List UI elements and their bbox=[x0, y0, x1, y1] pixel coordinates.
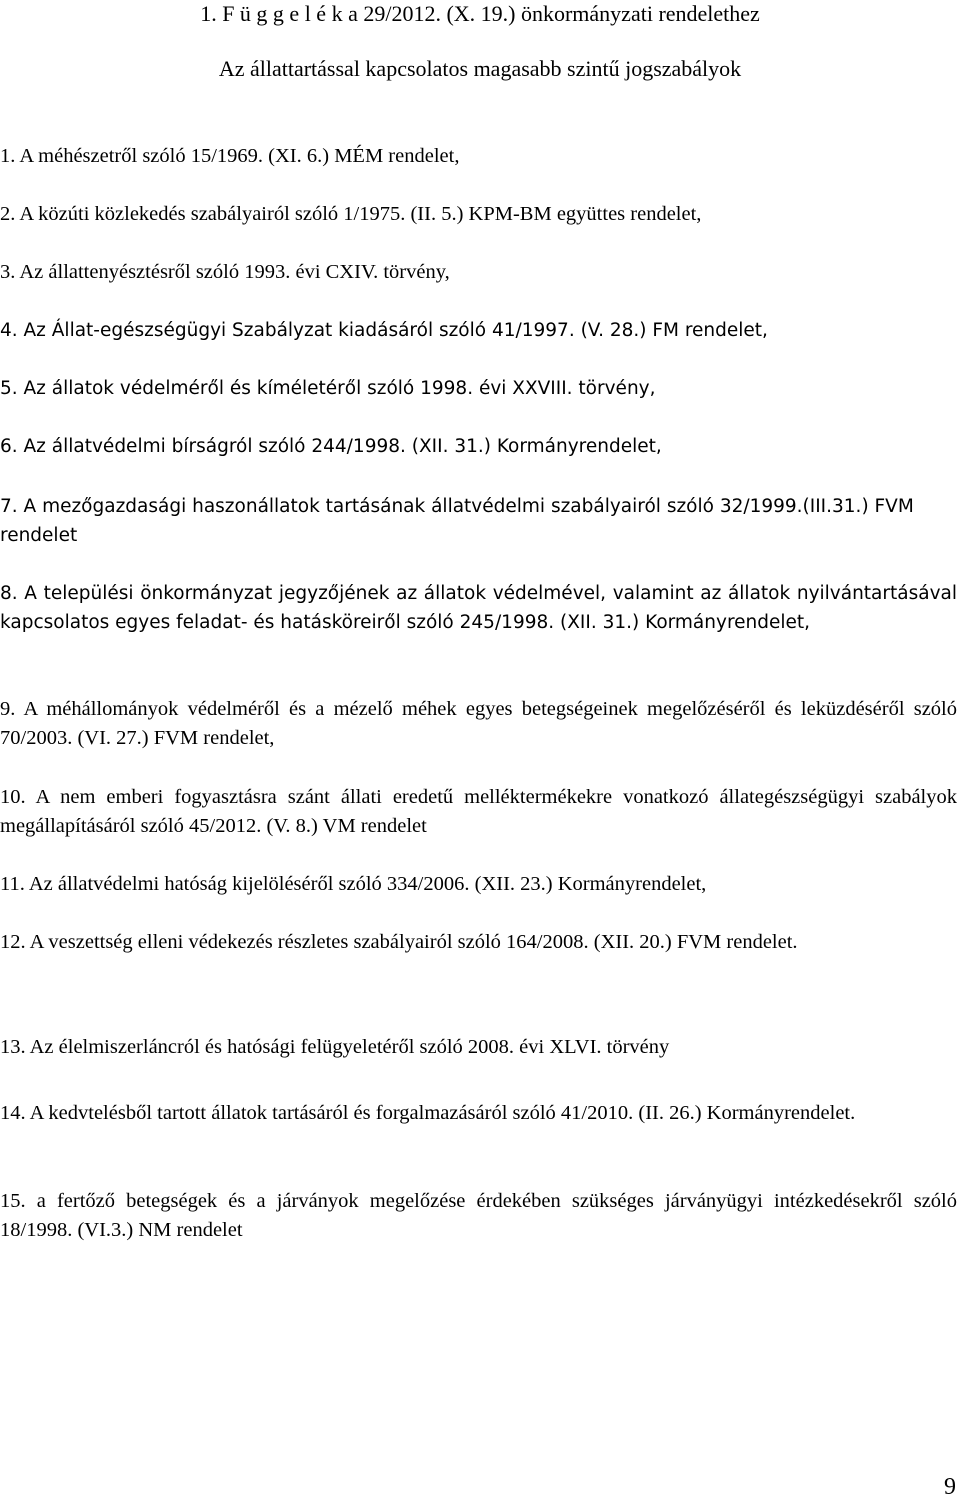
list-item-15: 15. a fertőző betegségek és a járványok megelőzése érdekében szükséges járványügyi intézkedésekről szóló 18/1998. (VI.3.) NM rendelet bbox=[0, 1190, 957, 1241]
page-number: 9 bbox=[944, 1474, 956, 1500]
list-item-10: 10. A nem emberi fogyasztásra szánt állati eredetű melléktermékekre vonatkozó állategészségügyi szabályok megállapításáról szóló 45/2012. (V. 8.) VM rendelet bbox=[0, 786, 957, 837]
list-item-11: 11. Az állatvédelmi hatóság kijelöléséről szóló 334/2006. (XII. 23.) Kormányrendelet, bbox=[0, 873, 707, 895]
list-item-1: 1. A méhészetről szóló 15/1969. (XI. 6.) MÉM rendelet, bbox=[0, 145, 460, 167]
list-item-9: 9. A méhállományok védelméről és a mézelő méhek egyes betegségeinek megelőzéséről és leküzdéséről szóló 70/2003. (VI. 27.) FVM rendelet, bbox=[0, 698, 957, 749]
document-subtitle: Az állattartással kapcsolatos magasabb szintű jogszabályok bbox=[218, 56, 742, 81]
list-item-7: 7. A mezőgazdasági haszonállatok tartásának állatvédelmi szabályairól szóló 32/1999.(III.31.) FVM rendelet bbox=[0, 496, 914, 546]
list-item-3: 3. Az állattenyésztésről szóló 1993. évi CXIV. törvény, bbox=[0, 261, 450, 283]
list-item-2: 2. A közúti közlekedés szabályairól szóló 1/1975. (II. 5.) KPM-BM együttes rendelet, bbox=[0, 203, 702, 225]
list-item-12: 12. A veszettség elleni védekezés részletes szabályairól szóló 164/2008. (XII. 20.) FVM rendelet. bbox=[0, 931, 798, 953]
list-item-8: 8. A települési önkormányzat jegyzőjének az állatok védelmével, valamint az állatok nyilvántartásával kapcsolatos egyes feladat- és hatásköreiről szóló 245/1998. (XII. 31.) Kormányrendelet, bbox=[0, 583, 957, 633]
list-item-4: 4. Az Állat-egészségügyi Szabályzat kiadásáról szóló 41/1997. (V. 28.) FM rendelet, bbox=[0, 320, 768, 341]
list-item-5: 5. Az állatok védelméről és kíméletéről szóló 1998. évi XXVIII. törvény, bbox=[0, 378, 656, 399]
list-item-13: 13. Az élelmiszerláncról és hatósági felügyeletéről szóló 2008. évi XLVI. törvény bbox=[0, 1036, 670, 1058]
document-title: 1. F ü g g e l é k a 29/2012. (X. 19.) önkormányzati rendelethez bbox=[200, 1, 760, 26]
list-item-6: 6. Az állatvédelmi bírságról szóló 244/1998. (XII. 31.) Kormányrendelet, bbox=[0, 436, 662, 457]
list-item-14: 14. A kedvtelésből tartott állatok tartásáról és forgalmazásáról szóló 41/2010. (II. 26.) Kormányrendelet. bbox=[0, 1102, 856, 1124]
